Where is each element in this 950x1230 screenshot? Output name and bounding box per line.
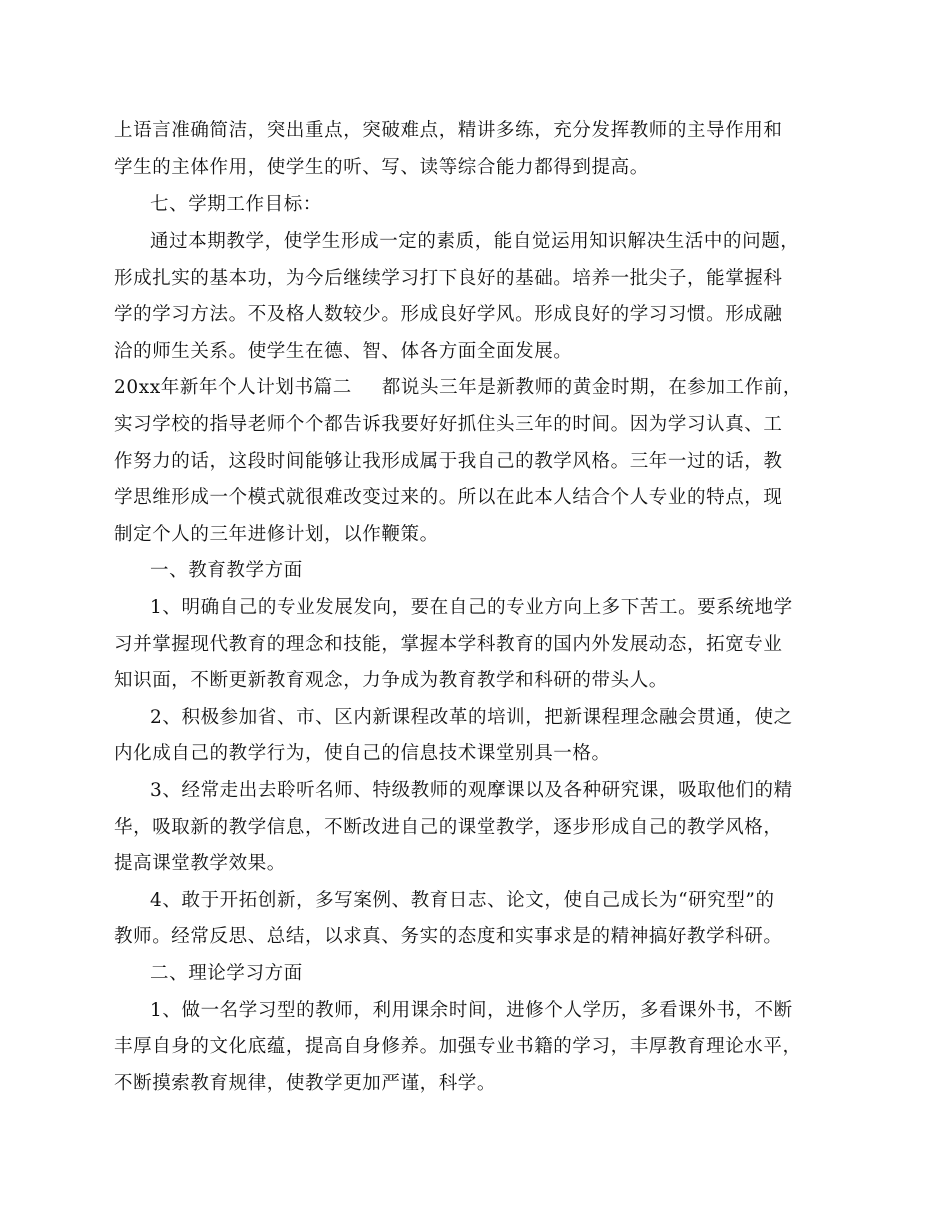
text-line: 实习学校的指导老师个个都告诉我要好好抓住头三年的时间。因为学习认真、工 (114, 414, 783, 435)
text-line: 学思维形成一个模式就很难改变过来的。所以在此本人结合个人专业的特点，现 (114, 487, 783, 508)
text-line: 制定个人的三年进修计划，以作鞭策。 (114, 524, 439, 545)
text-line: 2、积极参加省、市、区内新课程改革的培训，把新课程理念融会贯通，使之 (150, 707, 793, 728)
text-line: 提高课堂教学效果。 (114, 853, 286, 874)
text-run: 都说头三年是新教师的黄金时期，在参加工作前， (381, 377, 803, 398)
text-line: 学的学习方法。不及格人数较少。形成良好学风。形成良好的学习习惯。形成融 (114, 304, 783, 325)
text-line: 作努力的话，这段时间能够让我形成属于我自己的教学风格。三年一过的话，教 (114, 451, 783, 472)
text-line: 丰厚自身的文化底蕴，提高自身修养。加强专业书籍的学习，丰厚教育理论水平， (114, 1036, 802, 1057)
text-line: 教师。经常反思、总结，以求真、务实的态度和实事求是的精神搞好教学科研。 (114, 926, 783, 947)
text-line: 学生的主体作用，使学生的听、写、读等综合能力都得到提高。 (114, 157, 649, 178)
article-title: 20xx年新年个人计划书篇二 (114, 377, 352, 398)
text-line: 不断摸索教育规律，使教学更加严谨，科学。 (114, 1073, 497, 1094)
section-heading: 一、教育教学方面 (150, 560, 303, 581)
text-line: 1、明确自己的专业发展发向，要在自己的专业方向上多下苦工。要系统地学 (150, 597, 793, 618)
text-line: 形成扎实的基本功，为今后继续学习打下良好的基础。培养一批尖子，能掌握科 (114, 268, 783, 289)
text-line: 习并掌握现代教育的理念和技能，掌握本学科教育的国内外发展动态，拓宽专业 (114, 634, 783, 655)
section-heading: 七、学期工作目标： (150, 194, 322, 215)
text-line: 华，吸取新的教学信息，不断改进自己的课堂教学，逐步形成自己的教学风格， (114, 817, 783, 838)
text-line: 洽的师生关系。使学生在德、智、体各方面全面发展。 (114, 341, 573, 362)
section-heading: 二、理论学习方面 (150, 963, 303, 984)
text-line: 内化成自己的教学行为，使自己的信息技术课堂别具一格。 (114, 743, 611, 764)
text-line: 1、做一名学习型的教师，利用课余时间，进修个人学历，多看课外书，不断 (150, 1000, 793, 1021)
text-line: 上语言准确简洁，突出重点，突破难点，精讲多练，充分发挥教师的主导作用和 (114, 120, 783, 141)
text-line: 通过本期教学，使学生形成一定的素质，能自觉运用知识解决生活中的问题， (150, 231, 800, 252)
text-line: 4、敢于开拓创新，多写案例、教育日志、论文，使自己成长为“研究型”的 (150, 890, 775, 911)
text-line (114, 376, 802, 400)
text-line: 知识面，不断更新教育观念，力争成为教育教学和科研的带头人。 (114, 670, 668, 691)
text-line: 3、经常走出去聆听名师、特级教师的观摩课以及各种研究课，吸取他们的精 (150, 780, 793, 801)
